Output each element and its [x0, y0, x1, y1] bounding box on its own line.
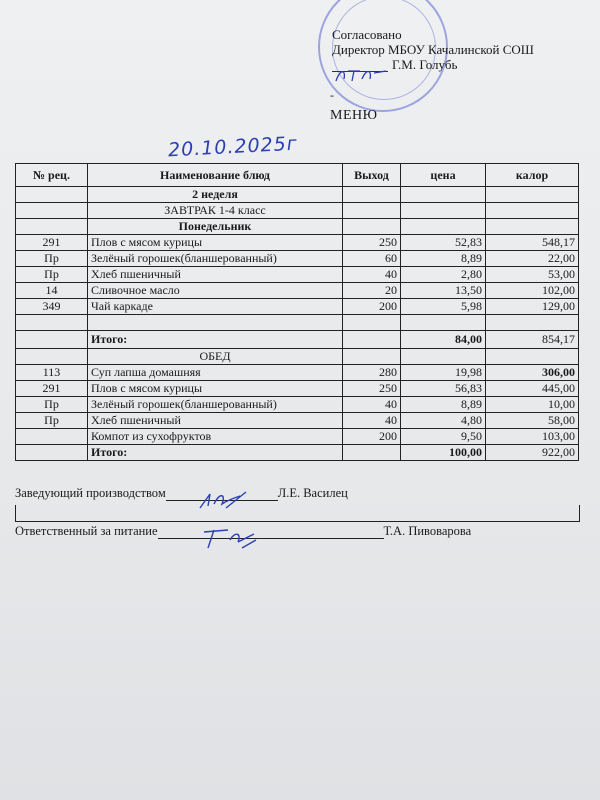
- table-row: [16, 381, 579, 397]
- manager-label: Заведующий производством: [15, 486, 166, 500]
- cell-name: Хлеб пшеничный: [88, 267, 343, 283]
- responsible-name: Т.А. Пивоварова: [383, 524, 472, 538]
- cell-name: Хлеб пшеничный: [88, 413, 343, 429]
- approval-line1: Согласовано: [332, 27, 402, 42]
- cell-price: 56,83: [401, 381, 486, 397]
- lunch-row: [16, 349, 579, 365]
- cell-rec: Пр: [16, 397, 88, 413]
- table-header-row: [16, 164, 579, 187]
- cell-cal: 22,00: [486, 251, 579, 267]
- cell-cal: 445,00: [486, 381, 579, 397]
- breakfast-total-label: Итого:: [88, 331, 343, 349]
- manager-name: Л.Е. Василец: [277, 486, 348, 500]
- week-row: [16, 187, 579, 203]
- cell-price: 52,83: [401, 235, 486, 251]
- cell-price: 19,98: [401, 365, 486, 381]
- cell-cal: 129,00: [486, 299, 579, 315]
- cell-cal: 306,00: [486, 365, 579, 381]
- responsible-sign-underline: [158, 538, 384, 539]
- header-rec: № рец.: [16, 164, 88, 187]
- breakfast-row: [16, 203, 579, 219]
- footer-box: [15, 505, 580, 522]
- cell-out: 250: [343, 235, 401, 251]
- approval-line3: [332, 57, 534, 72]
- header-out: Выход: [343, 164, 401, 187]
- header-cal: калор: [486, 164, 579, 187]
- breakfast-rows: [16, 235, 579, 315]
- director-signature-line: [332, 71, 388, 72]
- lunch-total-cal: 922,00: [486, 445, 579, 461]
- day-row: [16, 219, 579, 235]
- manager-sign-underline: [166, 500, 278, 501]
- table-row: [16, 365, 579, 381]
- cell-price: 9,50: [401, 429, 486, 445]
- director-name: Г.М. Голубь: [392, 57, 458, 72]
- table-row: [16, 235, 579, 251]
- cell-rec: 349: [16, 299, 88, 315]
- responsible-signature: [198, 526, 268, 552]
- cell-name: Сливочное масло: [88, 283, 343, 299]
- week-label: 2 неделя: [88, 187, 343, 203]
- cell-cal: 548,17: [486, 235, 579, 251]
- cell-cal: 103,00: [486, 429, 579, 445]
- cell-rec: 14: [16, 283, 88, 299]
- day-label: Понедельник: [88, 219, 343, 235]
- cell-out: 40: [343, 413, 401, 429]
- cell-rec: 291: [16, 235, 88, 251]
- table-row: [16, 299, 579, 315]
- cell-out: 200: [343, 299, 401, 315]
- breakfast-label: ЗАВТРАК 1-4 класс: [88, 203, 343, 219]
- cell-cal: 10,00: [486, 397, 579, 413]
- director-signature: [332, 67, 388, 85]
- lunch-total-price: 100,00: [401, 445, 486, 461]
- cell-name: Компот из сухофруктов: [88, 429, 343, 445]
- cell-name: Плов с мясом курицы: [88, 381, 343, 397]
- table-row: [16, 251, 579, 267]
- lunch-total-label: Итого:: [88, 445, 343, 461]
- spacer-row: [16, 315, 579, 331]
- cell-price: 8,89: [401, 397, 486, 413]
- cell-rec: 113: [16, 365, 88, 381]
- cell-cal: 53,00: [486, 267, 579, 283]
- manager-signature-line: [15, 486, 348, 501]
- cell-name: Плов с мясом курицы: [88, 235, 343, 251]
- cell-out: 200: [343, 429, 401, 445]
- cell-rec: Пр: [16, 251, 88, 267]
- menu-table: [15, 163, 579, 461]
- table-row: [16, 397, 579, 413]
- approval-line2: Директор МБОУ Качалинской СОШ: [332, 42, 534, 57]
- cell-out: 20: [343, 283, 401, 299]
- cell-rec: [16, 429, 88, 445]
- breakfast-total-price: 84,00: [401, 331, 486, 349]
- table-row: [16, 429, 579, 445]
- cell-price: 2,80: [401, 267, 486, 283]
- cell-out: 250: [343, 381, 401, 397]
- cell-cal: 102,00: [486, 283, 579, 299]
- responsible-signature-line: [15, 524, 471, 539]
- lunch-total-row: [16, 445, 579, 461]
- breakfast-total-row: [16, 331, 579, 349]
- menu-title: МЕНЮ: [330, 108, 378, 123]
- cell-name: Чай каркаде: [88, 299, 343, 315]
- cell-rec: Пр: [16, 267, 88, 283]
- responsible-label: Ответственный за питание: [15, 524, 158, 538]
- header-name: Наименование блюд: [88, 164, 343, 187]
- header-price: цена: [401, 164, 486, 187]
- approval-block: [332, 27, 534, 72]
- table-row: [16, 413, 579, 429]
- cell-price: 4,80: [401, 413, 486, 429]
- cell-name: Зелёный горошек(бланшерованный): [88, 397, 343, 413]
- cell-name: Зелёный горошек(бланшерованный): [88, 251, 343, 267]
- cell-out: 280: [343, 365, 401, 381]
- table-row: [16, 283, 579, 299]
- cell-out: 60: [343, 251, 401, 267]
- cell-price: 5,98: [401, 299, 486, 315]
- handwritten-date: 20.10.2025г: [167, 132, 299, 162]
- breakfast-total-cal: 854,17: [486, 331, 579, 349]
- cell-rec: 291: [16, 381, 88, 397]
- cell-name: Суп лапша домашняя: [88, 365, 343, 381]
- cell-price: 13,50: [401, 283, 486, 299]
- cell-rec: Пр: [16, 413, 88, 429]
- table-row: [16, 267, 579, 283]
- cell-out: 40: [343, 267, 401, 283]
- cell-price: 8,89: [401, 251, 486, 267]
- approval-dash: -: [330, 88, 334, 102]
- cell-out: 40: [343, 397, 401, 413]
- lunch-rows: [16, 365, 579, 445]
- cell-cal: 58,00: [486, 413, 579, 429]
- lunch-label: ОБЕД: [88, 349, 343, 365]
